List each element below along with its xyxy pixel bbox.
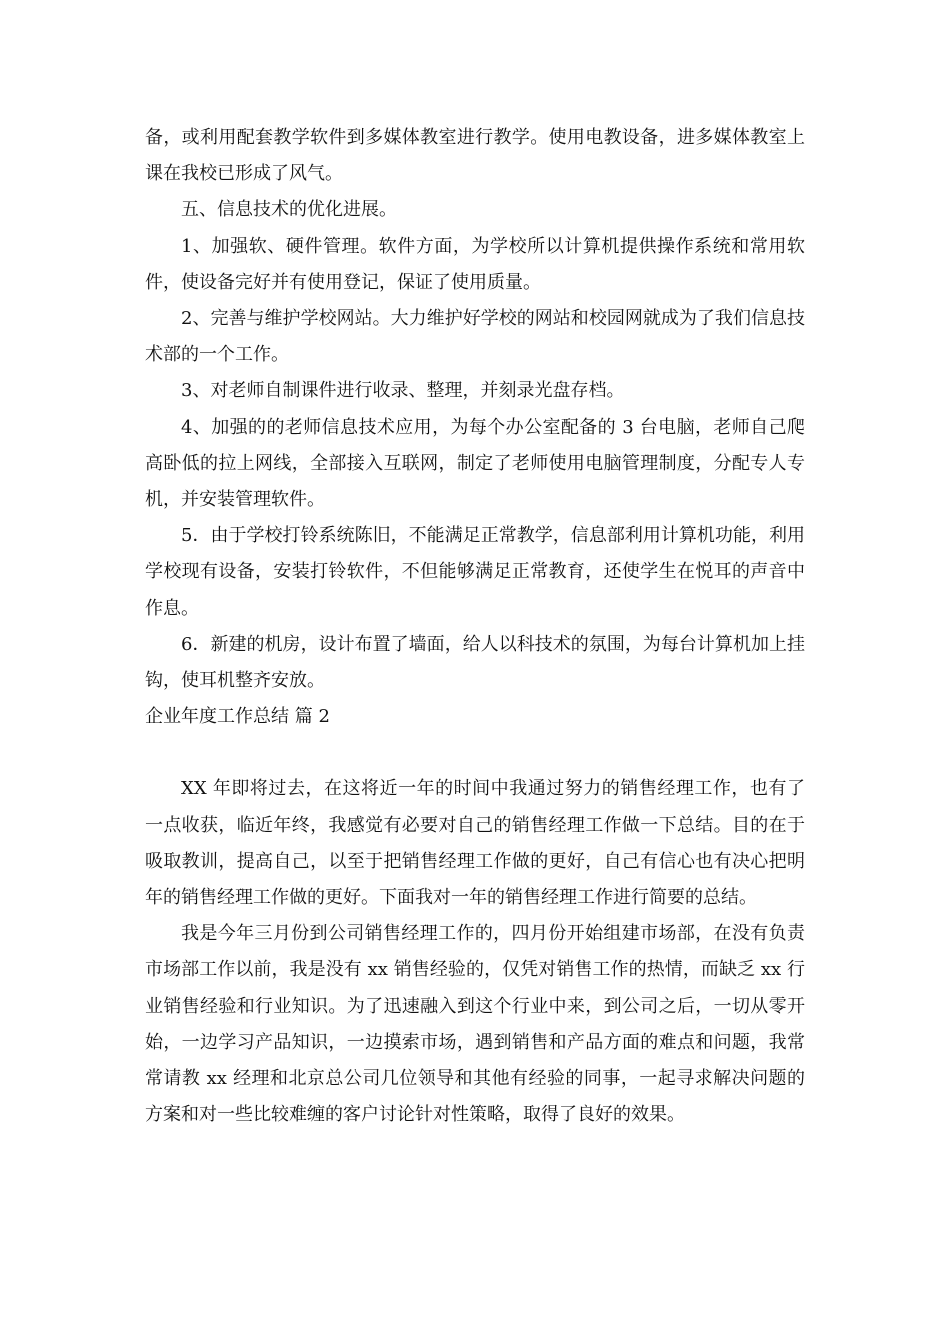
paragraph-2: 1、加强软、硬件管理。软件方面，为学校所以计算机提供操作系统和常用软件，使设备完好并有使用登记，保证了使用质量。 — [145, 235, 805, 293]
paragraph-8: XX 年即将过去，在这将近一年的时间中我通过努力的销售经理工作，也有了一点收获，临近年终，我感觉有必要对自己的销售经理工作做一下总结。目的在于吸取教训，提高自己，以至于把销售经理工作做的更好，自己有信心也有决心把明年的销售经理工作做的更好。下面我对一年的销售经理工作进行简要的总结。 — [145, 778, 805, 909]
section-heading: 企业年度工作总结 篇 2 — [145, 706, 330, 728]
paragraph-6: 5．由于学校打铃系统陈旧，不能满足正常教学，信息部利用计算机功能，利用学校现有设备，安装打铃软件，不但能够满足正常教育，还使学生在悦耳的声音中作息。 — [145, 525, 805, 619]
paragraph-3: 2、完善与维护学校网站。大力维护好学校的网站和校园网就成为了我们信息技术部的一个工作。 — [145, 308, 805, 366]
paragraph-4: 3、对老师自制课件进行收录、整理，并刻录光盘存档。 — [181, 380, 625, 402]
paragraph-7: 6．新建的机房，设计布置了墙面，给人以科技术的氛围，为每台计算机加上挂钩，使耳机整齐安放。 — [145, 633, 805, 692]
paragraph-9: 我是今年三月份到公司销售经理工作的，四月份开始组建市场部，在没有负责市场部工作以前，我是没有 xx 销售经验的，仅凭对销售工作的热情，而缺乏 xx 行业销售经验和行业知识。为了迅速融入到这个行业中来，到公司之后，一切从零开始，一边学习产品知识，一边摸索市场，遇到销售和产品方面的难点和问题，我常常请教 xx 经理和北京总公司几位领导和其他有经验的同事，一起寻求解决问题的方案和对一些比较难缠的客户讨论针对性策略，取得了良好的效果。 — [145, 923, 805, 1126]
paragraph-1: 五、信息技术的优化进展。 — [181, 199, 397, 221]
blank-line — [145, 735, 805, 771]
document-body — [145, 120, 805, 1133]
paragraph-0: 备，或利用配套教学软件到多媒体教室进行教学。使用电教设备，进多媒体教室上课在我校已形成了风气。 — [145, 127, 805, 185]
paragraph-5: 4、加强的的老师信息技术应用，为每个办公室配备的 3 台电脑，老师自己爬高卧低的拉上网线，全部接入互联网，制定了老师使用电脑管理制度，分配专人专机，并安装管理软件。 — [145, 416, 805, 511]
